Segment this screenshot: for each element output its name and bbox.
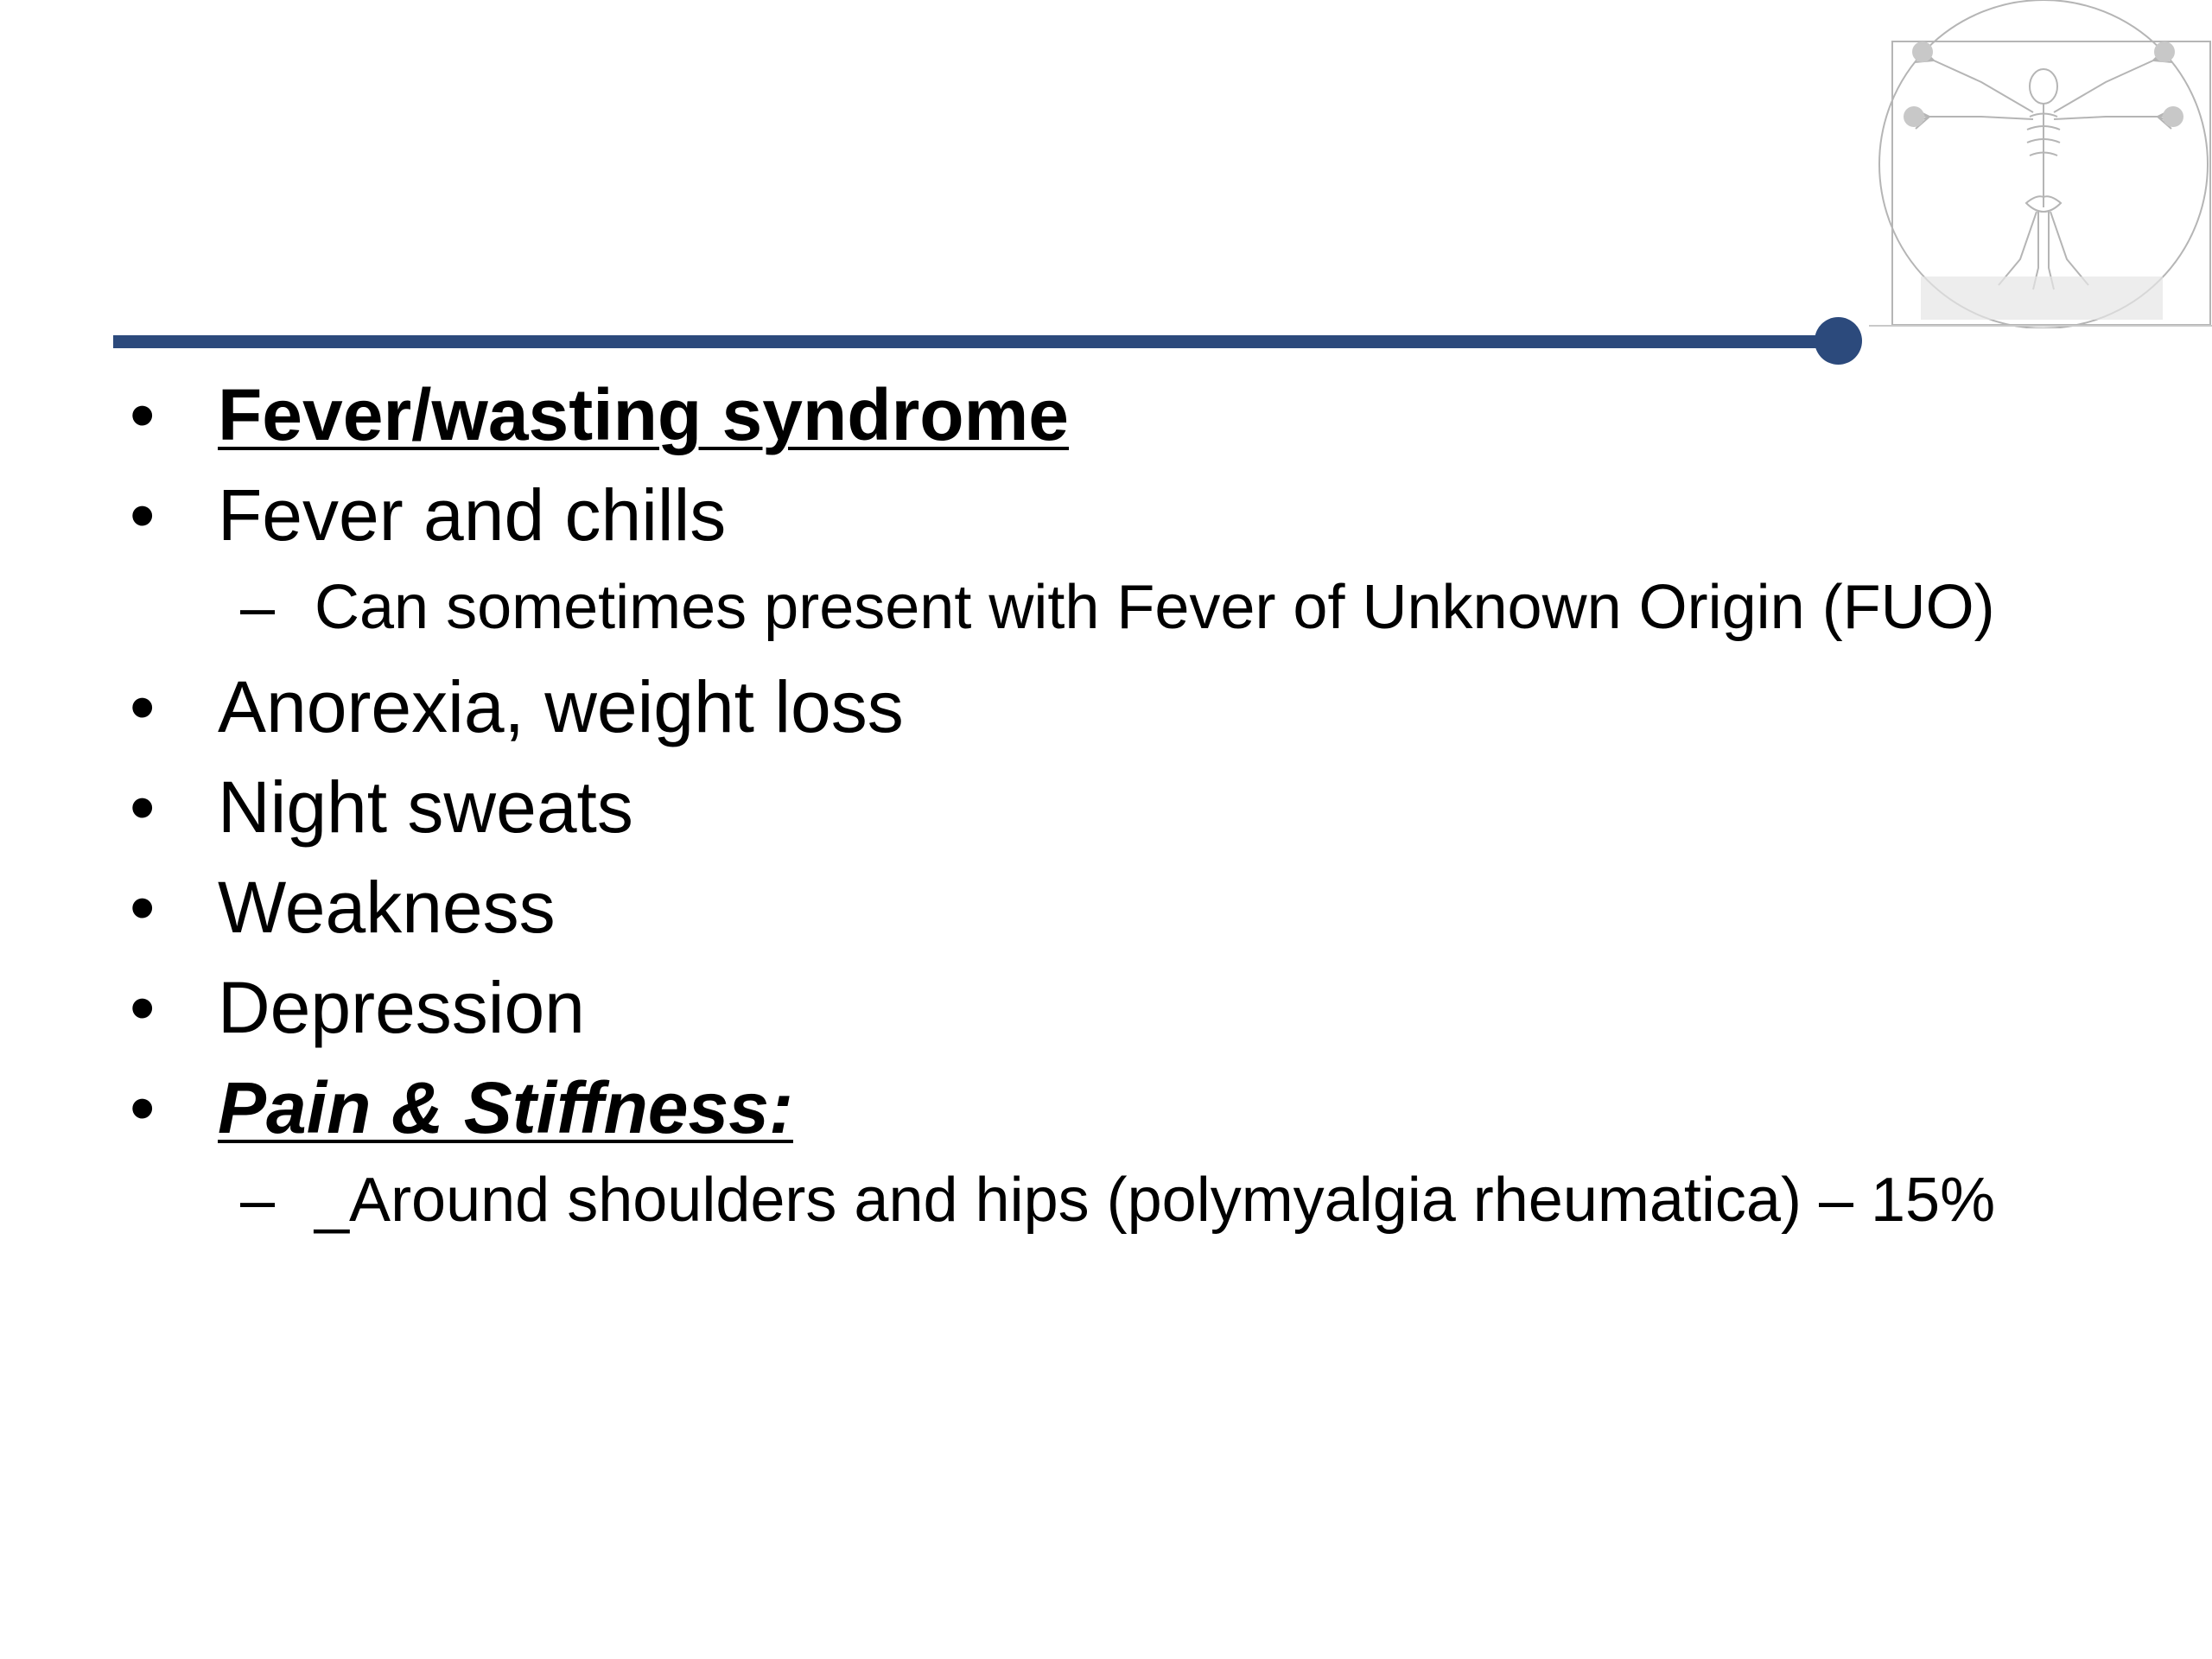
bullet-glyph: • — [130, 474, 156, 556]
bullet-text: Night sweats — [218, 766, 633, 848]
sub-bullet-item — [130, 1165, 2129, 1236]
bullet-item — [130, 664, 2100, 750]
bullet-glyph: • — [130, 1067, 156, 1148]
title-rule-dot — [1815, 317, 1862, 365]
bullet-text: Depression — [218, 967, 585, 1048]
logo-divider — [1869, 325, 2212, 327]
vitruvian-skeleton-logo-icon — [1869, 0, 2212, 328]
bullet-item — [130, 864, 2100, 950]
bullet-item — [130, 372, 2100, 458]
dash-glyph: – — [240, 1166, 276, 1235]
title-rule — [113, 335, 1839, 348]
bullet-item — [130, 964, 2100, 1051]
bullet-glyph: • — [130, 967, 156, 1048]
bullet-glyph: • — [130, 374, 156, 455]
dash-glyph: – — [240, 573, 276, 642]
bullet-glyph: • — [130, 666, 156, 747]
bullet-item — [130, 764, 2100, 850]
bullet-text: Pain & Stiffness: — [218, 1067, 793, 1148]
bullet-item — [130, 1065, 2100, 1151]
bullet-item — [130, 472, 2100, 558]
sub-bullet-text: Can sometimes present with Fever of Unknown Origin (FUO) — [315, 573, 1995, 642]
bullet-glyph: • — [130, 766, 156, 848]
sub-bullet-item — [130, 572, 2129, 643]
bullet-list — [130, 372, 2100, 1256]
bullet-glyph: • — [130, 867, 156, 948]
bullet-text: Fever and chills — [218, 474, 727, 556]
bullet-text: Weakness — [218, 867, 556, 948]
bullet-text: Anorexia, weight loss — [218, 666, 904, 747]
bullet-text: Fever/wasting syndrome — [218, 374, 1069, 455]
sub-bullet-text: _Around shoulders and hips (polymyalgia rheumatica) – 15% — [315, 1166, 1996, 1235]
